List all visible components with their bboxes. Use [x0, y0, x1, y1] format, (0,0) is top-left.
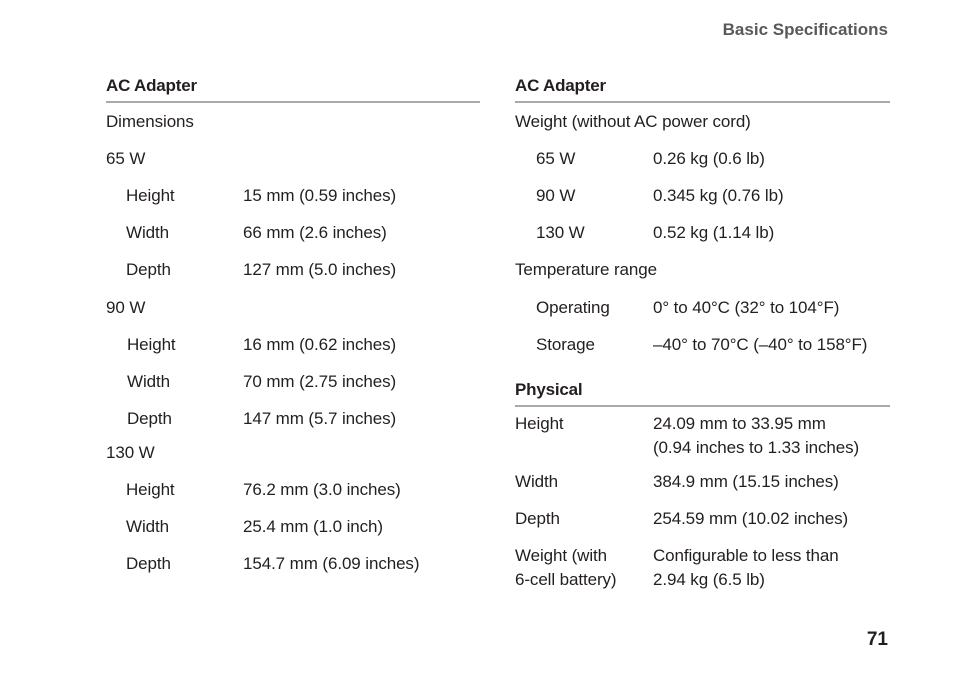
row-value-operating: 0° to 40°C (32° to 104°F) [653, 298, 840, 317]
row-label-depth: Depth [127, 409, 172, 428]
group-label-90w: 90 W [106, 298, 146, 317]
row-value-weight-130w: 0.52 kg (1.14 lb) [653, 223, 775, 242]
row-value-width: 384.9 mm (15.15 inches) [653, 472, 839, 491]
row-value-depth: 127 mm (5.0 inches) [243, 260, 397, 279]
row-label-depth: Depth [515, 509, 560, 528]
group-label-65w: 65 W [106, 149, 146, 168]
row-value-depth: 154.7 mm (6.09 inches) [243, 554, 420, 573]
row-label-width: Width [126, 517, 169, 536]
row-value-weight-line1: Configurable to less than [653, 546, 839, 565]
weight-heading: Weight (without AC power cord) [515, 112, 751, 131]
row-value-depth: 254.59 mm (10.02 inches) [653, 509, 849, 528]
section-rule [515, 405, 890, 407]
row-value-height-line1: 24.09 mm to 33.95 mm [653, 414, 826, 433]
dimensions-label: Dimensions [106, 112, 194, 131]
section-rule [106, 101, 480, 103]
row-label-width: Width [126, 223, 169, 242]
section-title-ac-adapter: AC Adapter [515, 76, 606, 95]
row-label-depth: Depth [126, 260, 171, 279]
row-label-height: Height [127, 335, 176, 354]
row-label-weight-90w: 90 W [536, 186, 576, 205]
row-value-storage: –40° to 70°C (–40° to 158°F) [653, 335, 868, 354]
row-label-height: Height [126, 480, 175, 499]
row-value-width: 70 mm (2.75 inches) [243, 372, 397, 391]
row-label-weight-line1: Weight (with [515, 546, 608, 565]
row-label-width: Width [127, 372, 170, 391]
section-rule [515, 101, 890, 103]
row-label-height: Height [126, 186, 175, 205]
row-value-height-line2: (0.94 inches to 1.33 inches) [653, 438, 860, 457]
row-value-weight-line2: 2.94 kg (6.5 lb) [653, 570, 765, 589]
row-label-storage: Storage [536, 335, 595, 354]
row-value-depth: 147 mm (5.7 inches) [243, 409, 397, 428]
row-label-weight-130w: 130 W [536, 223, 585, 242]
row-value-width: 25.4 mm (1.0 inch) [243, 517, 383, 536]
row-value-weight-90w: 0.345 kg (0.76 lb) [653, 186, 784, 205]
page-number: 71 [866, 629, 888, 650]
row-label-weight-65w: 65 W [536, 149, 576, 168]
row-value-width: 66 mm (2.6 inches) [243, 223, 387, 242]
row-label-width: Width [515, 472, 558, 491]
group-label-130w: 130 W [106, 443, 155, 462]
row-value-height: 16 mm (0.62 inches) [243, 335, 397, 354]
row-value-weight-65w: 0.26 kg (0.6 lb) [653, 149, 765, 168]
row-label-weight-line2: 6-cell battery) [515, 570, 617, 589]
section-title-ac-adapter: AC Adapter [106, 76, 197, 95]
temperature-heading: Temperature range [515, 260, 657, 279]
section-title-physical: Physical [515, 380, 583, 399]
row-label-height: Height [515, 414, 564, 433]
row-label-depth: Depth [126, 554, 171, 573]
row-value-height: 15 mm (0.59 inches) [243, 186, 397, 205]
running-header: Basic Specifications [722, 20, 888, 39]
row-label-operating: Operating [536, 298, 610, 317]
row-value-height: 76.2 mm (3.0 inches) [243, 480, 401, 499]
